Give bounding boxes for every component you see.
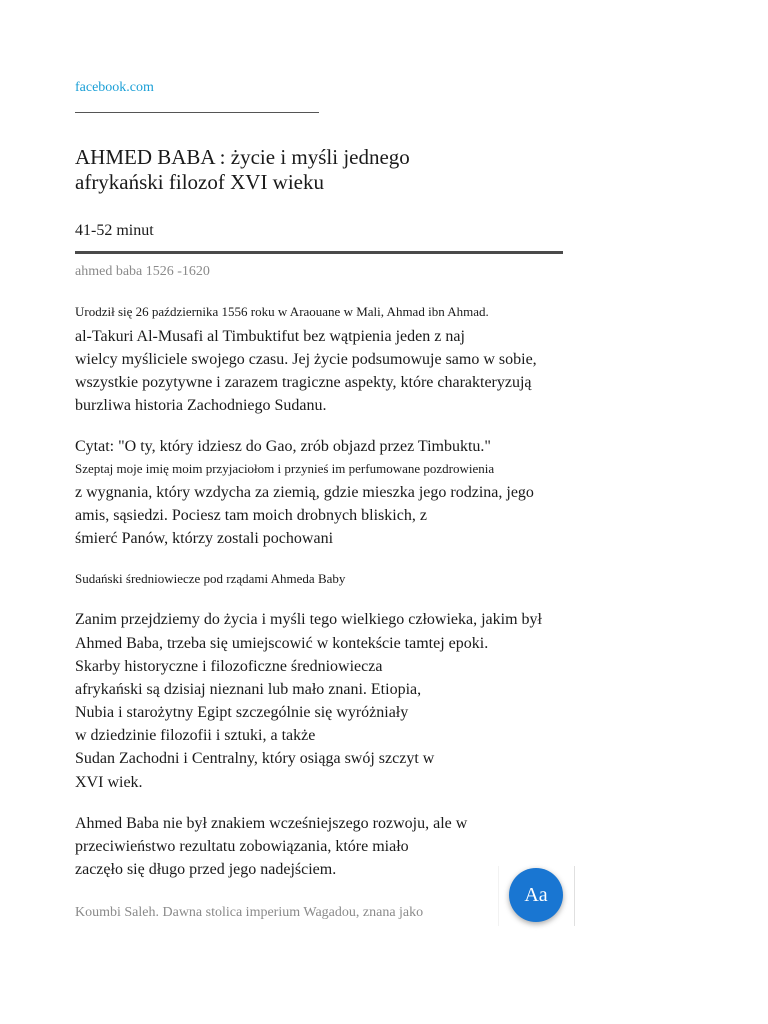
body-line: śmierć Panów, którzy zostali pochowani — [75, 530, 334, 547]
body-line: Cytat: "O ty, który idziesz do Gao, zrób objazd przez Timbuktu." — [75, 438, 491, 455]
body-line: w dziedzinie filozofii i sztuki, a także — [75, 727, 316, 744]
body-line: Zanim przejdziemy do życia i myśli tego wielkiego człowieka, jakim był — [75, 611, 542, 628]
body-line: Ahmed Baba nie był znakiem wcześniejszego rozwoju, ale w — [75, 815, 468, 832]
body-line: amis, sąsiedzi. Pociesz tam moich drobnych bliskich, z — [75, 507, 427, 524]
read-time: 41-52 minut — [75, 222, 154, 239]
source-link[interactable]: facebook.com — [75, 80, 154, 95]
body-line: Szeptaj moje imię moim przyjaciołom i przynieś im perfumowane pozdrowienia — [75, 461, 495, 476]
title-line-1: AHMED BABA : życie i myśli jednego — [75, 145, 410, 169]
source-divider — [75, 112, 319, 113]
article-subtitle: ahmed baba 1526 -1620 — [75, 264, 210, 279]
body-line: Urodził się 26 października 1556 roku w Araouane w Mali, Ahmad ibn Ahmad. — [75, 304, 489, 319]
image-caption: Koumbi Saleh. Dawna stolica imperium Wagadou, znana jako — [75, 905, 424, 920]
font-settings-button[interactable]: Aa — [509, 868, 563, 922]
body-line: przeciwieństwo rezultatu zobowiązania, które miało — [75, 838, 409, 855]
body-line: wszystkie pozytywne i zarazem tragiczne aspekty, które charakteryzują — [75, 374, 532, 391]
title-line-2: afrykański filozof XVI wieku — [75, 170, 325, 194]
body-line: Ahmed Baba, trzeba się umiejscowić w kontekście tamtej epoki. — [75, 635, 489, 652]
body-line: zaczęło się długo przed jego nadejściem. — [75, 861, 337, 878]
body-line: Sudan Zachodni i Centralny, który osiąga swój szczyt w — [75, 750, 435, 767]
body-line: wielcy myśliciele swojego czasu. Jej życie podsumowuje samo w sobie, — [75, 351, 537, 368]
body-line: Nubia i starożytny Egipt szczególnie się wyróżniały — [75, 704, 409, 721]
header-divider — [75, 251, 563, 254]
body-line: al-Takuri Al-Musafi al Timbuktifut bez wątpienia jeden z naj — [75, 328, 465, 345]
body-line: XVI wiek. — [75, 774, 143, 791]
body-line: burzliwa historia Zachodniego Sudanu. — [75, 397, 327, 414]
section-heading: Sudański średniowiecze pod rządami Ahmeda Baby — [75, 571, 346, 586]
body-line: Skarby historyczne i filozoficzne średniowiecza — [75, 658, 383, 675]
article-title — [75, 145, 495, 195]
body-line: afrykański są dzisiaj nieznani lub mało znani. Etiopia, — [75, 681, 422, 698]
body-line: z wygnania, który wzdycha za ziemią, gdzie mieszka jego rodzina, jego — [75, 484, 534, 501]
